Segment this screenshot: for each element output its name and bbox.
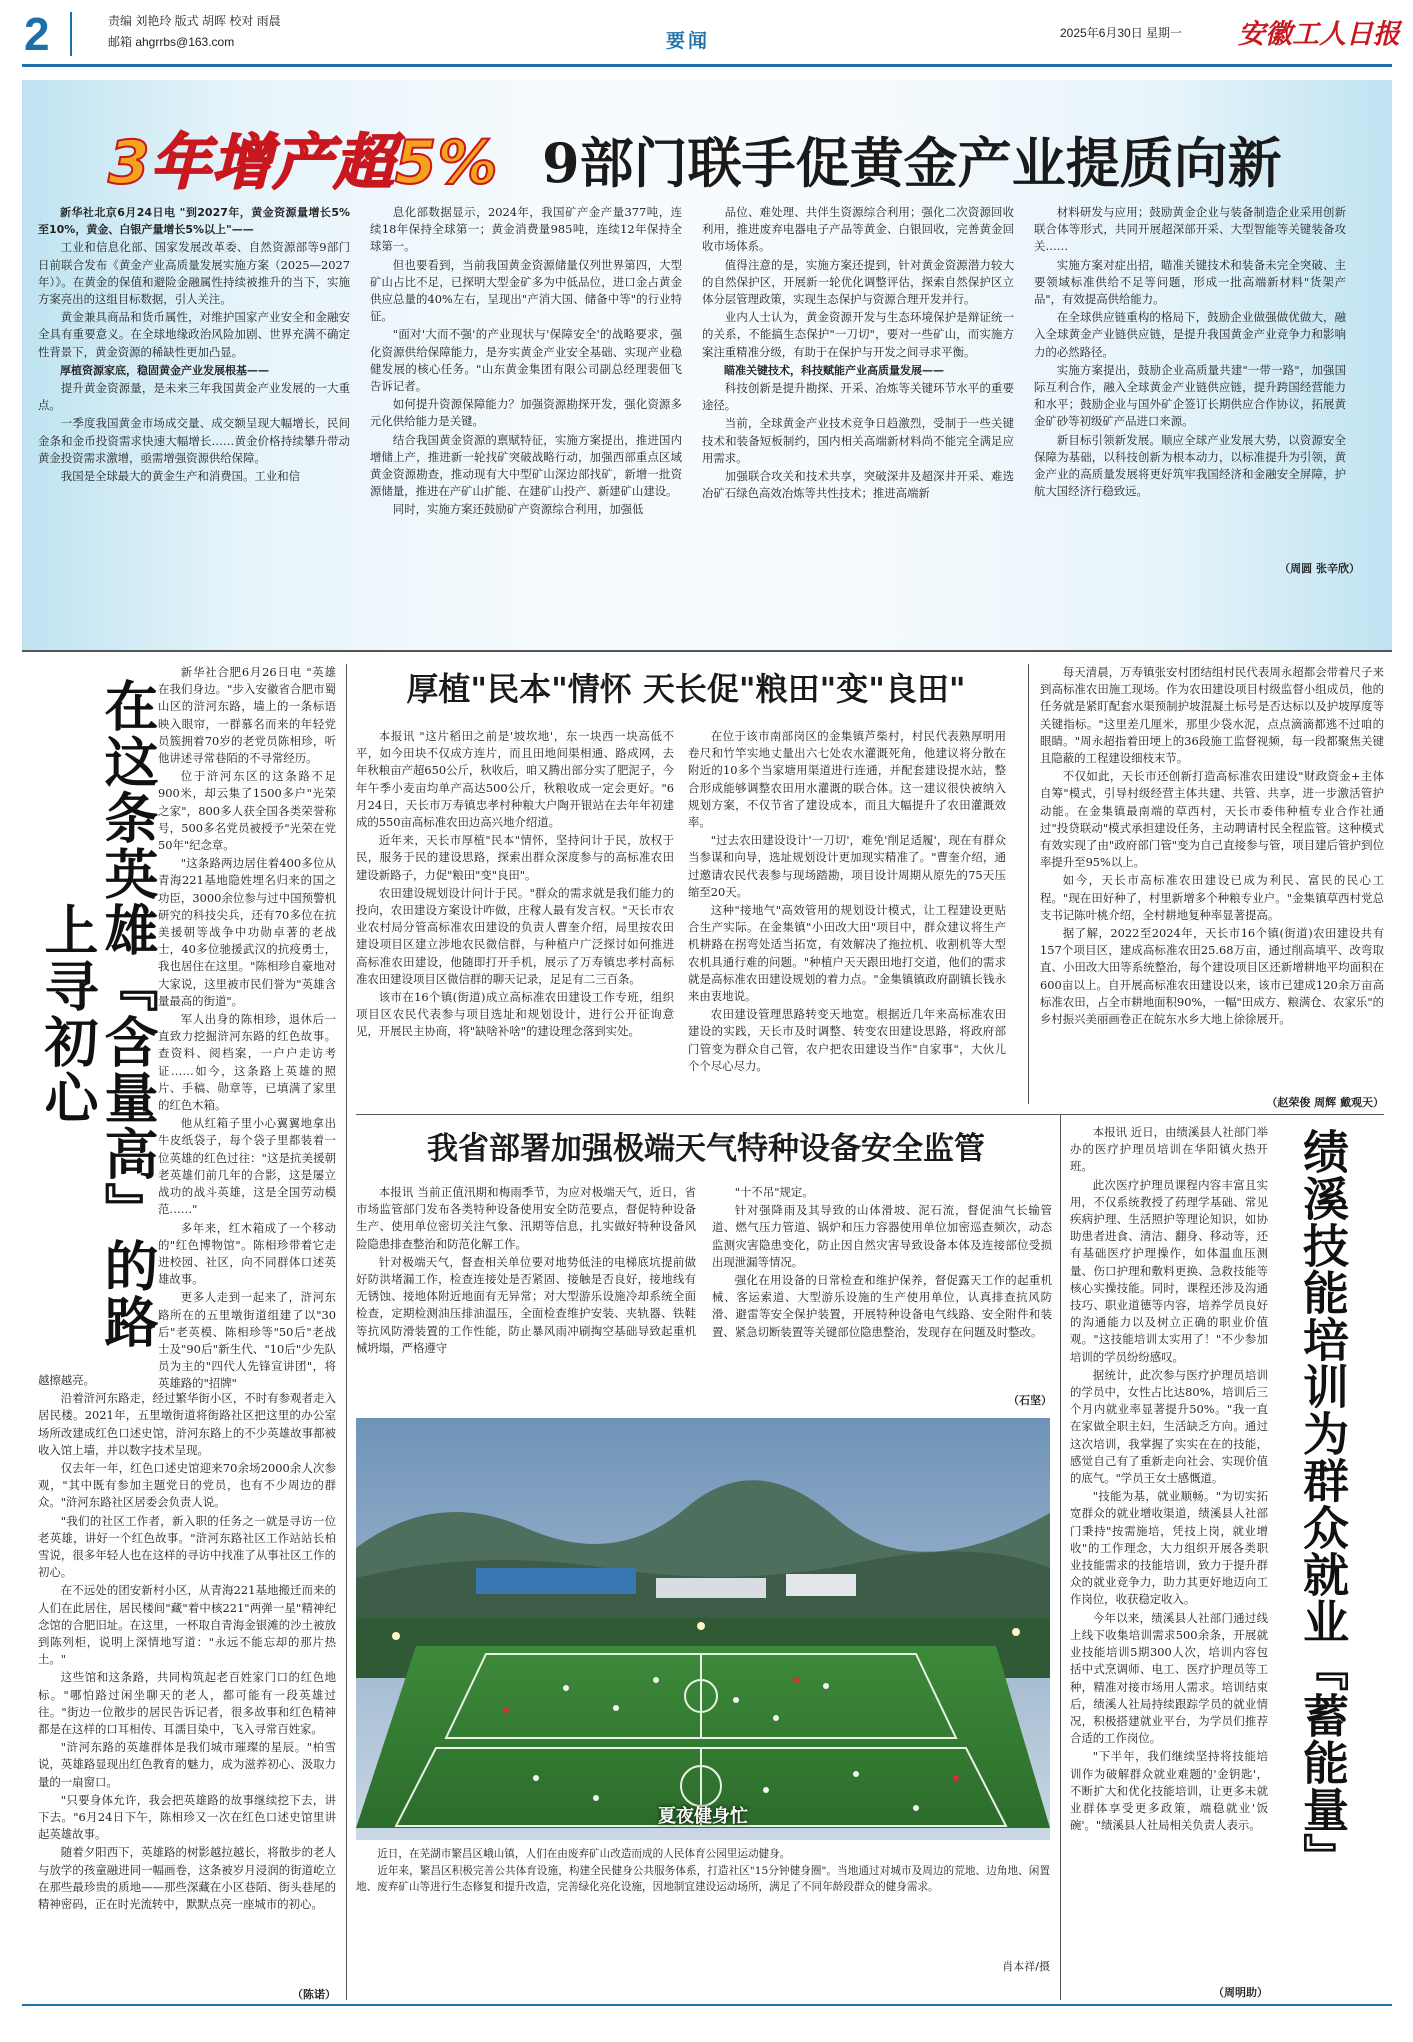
weather-paragraph: 强化在用设备的日常检查和维护保养，督促露天工作的起重机械、客运索道、大型游乐设施的生产使用单位，认真排查抗风防滑、避雷等安全保护装置，开展特种设备电气线路、安全附件和装置、紧急切断装置等关键部位隐患整治，发现存在问题及时整改。 [712, 1273, 1052, 1339]
training-paragraph: 今年以来，绩溪县人社部门通过线上线下收集培训需求500余条，开展就业技能培训5期300人次，培训内容包括中式烹调师、电工、医疗护理员等工种，精准对接市场用人需求。培训结束后，绩溪人社局持续跟踪学员的就业情况，积极搭建就业平台，为学员们推荐合适的工作岗位。 [1070, 1610, 1268, 1746]
hero-paragraph: 在不远处的团安新村小区，从青海221基地搬迁而来的人们在此居住，居民楼间"藏"着中核221"两弹一星"精神纪念馆的合肥旧址。在这里，一杯取自青海金银滩的沙土被放到陈列柜，说明上深情地写道："永远不能忘却的那片热土。" [38, 1583, 336, 1667]
lead-paragraph: 当前，全球黄金产业技术竞争日趋激烈，受制于一些关键技术和装备短板制约，国内相关高端新材料尚不能完全满足应用需求。 [702, 416, 1014, 465]
lead-paragraph: 科技创新是提升勘探、开采、冶炼等关键环节水平的重要途径。 [702, 381, 1014, 413]
weather-paragraph: 针对强降雨及其导致的山体滑坡、泥石流，督促油气长输管道、燃气压力管道、锅炉和压力容器使用单位加密巡查频次，动态监测灾害隐患变化，防止因自然灾害导致设备本体及连接部位受损出现泄漏等情况。 [712, 1203, 1052, 1269]
hero-narrow-column [158, 664, 336, 1391]
farmland-paragraph: 如今，天长市高标准农田建设已成为利民、富民的民心工程。"现在田好种了，村里新增多个种粮专业户。"金集镇草西村党总支书记陈叶桃介绍，全村耕地复种率显著提高。 [1040, 873, 1384, 922]
hero-paragraph: 多年来，红木箱成了一个移动的"红色博物馆"。陈相珍带着它走进校园、社区，向不同群体口述英雄故事。 [158, 1220, 336, 1287]
paper-name: 安徽工人日报 [1238, 19, 1400, 50]
hero-paragraph: 越擦越亮。 [38, 1373, 95, 1387]
lead-paragraph: 值得注意的是，实施方案还提到，针对黄金资源潜力较大的自然保护区，开展新一轮优化调整评估，探索自然保护区立体分层管理政策，实现生态保护与资源合理开发并行。 [702, 257, 1014, 307]
lead-paragraph: 瞄准关键技术，科技赋能产业高质量发展—— [724, 363, 944, 377]
caption-line-2: 近年来，繁昌区积极完善公共体育设施，构建全民健身公共服务体系，打造社区"15分钟健身圈"。当地通过对城市及周边的荒地、边角地、闲置地、废弃矿山等进行生态修复和提升改造，完善绿化亮化设施，因地制宜建设运动场所，满足了不同年龄段群众的健身需求。 [356, 1865, 1050, 1893]
lead-paragraph: 如何提升资源保障能力？加强资源勘探开发，强化资源多元化供给能力是关键。 [370, 397, 682, 429]
training-column [1070, 1124, 1268, 1982]
farmland-paragraph: 这种"接地气"高效管用的规划设计模式，让工程建设更贴合生产实际。在金集镇"小田改大田"项目中，群众建议将生产机耕路在拐弯处适当拓宽，有效解决了拖拉机、收割机等大型农机具通行难的问题。"种植户天天跟田地打交道，他们的需求就是高标准农田建设规划的着力点。"金集镇镇政府副镇长钱永来由衷地说。 [688, 903, 1006, 1004]
hero-paragraph: 新华社合肥6月26日电 "英雄在我们身边。"步入安徽省合肥市蜀山区的浒河东路，墙上的一条标语映入眼帘，一群慕名而来的年轻党员簇拥着70岁的老党员陈相珍，听他讲述寻常巷陌的不寻常经历。 [158, 665, 336, 766]
weather-paragraph: 针对极端天气，督查相关单位要对地势低洼的电梯底坑提前做好防洪堵漏工作，检查连接处是否紧固、接触是否良好，接地线有无锈蚀、接地体附近地面有无异常；对大型游乐设施冷却系统全面检查，定期检测油压排油温压，全面检查维护安装、夹轨器、铁鞋等抗风防滑装置的工作性能，防止暴风雨冲刷掏空基础导致起重机械坍塌，严格遵守 [356, 1254, 696, 1355]
hero-title-text: 在这条英雄『含量高』的路上寻初心 [36, 678, 160, 1350]
hero-wide-column [38, 1372, 336, 1982]
training-paragraph: 据统计，此次参与医疗护理员培训的学员中，女性占比达80%，培训后三个月内就业率显著提升50%。"我一直在家做全职主妇，生活缺乏方向。通过这次培训，我掌握了实实在在的技能，感觉自己有了重新走向社会、实现价值的底气。"学员王女士感慨道。 [1070, 1367, 1268, 1486]
photo-credit: 肖本祥/摄 [1002, 1960, 1050, 1973]
lead-paragraph: 提升黄金资源量，是未来三年我国黄金产业发展的一大重点。 [38, 381, 350, 413]
training-paragraph: "技能为基，就业顺畅。"为切实拓宽群众的就业增收渠道，绩溪县人社部门秉持"按需施培，凭技上岗，就业增收"的工作理念，大力组织开展各类职业技能需求的技能培训，致力于提升群众的就业竞争力，助力其更好地迈向工作岗位，收获稳定收入。 [1070, 1489, 1268, 1607]
lead-byline: （周圆 张辛欣） [1279, 562, 1360, 575]
lead-paragraph: 实施方案提出，鼓励企业高质量共建"一带一路"，加强国际互利合作，融入全球黄金产业链供应链，提升跨国经营能力和水平；鼓励企业与国外矿企签订长期供应合作协议，拓展黄金矿砂等初级矿产品进口来源。 [1034, 362, 1346, 429]
lead-paragraph: 材料研发与应用；鼓励黄金企业与装备制造企业采用创新联合体等形式，共同开展超深部开采、大型智能等关键装备攻关…… [1034, 205, 1346, 254]
hero-byline: （陈诺） [292, 1988, 336, 2001]
training-byline: （周明助） [1213, 1986, 1268, 1999]
lead-paragraph: 新华社北京6月24日电 "到2027年，黄金资源量增长5%至10%，黄金、白银产量增长5%以上"—— [38, 206, 350, 237]
farmland-paragraph: 农田建设规划设计问计于民。"群众的需求就是我们能力的投向，农田建设方案设计咋做，庄稼人最有发言权。"天长市农业农村局分管高标准农田建设的负责人曹奎介绍，局里按农田建设项目区建立涉地农民微信群，与种植户广泛探讨如何推进高标准农田建设，他随即打开手机，展示了万寿镇忠孝村高标准农田建设项目区微信群的聊天记录，足足有二三百条。 [356, 885, 674, 986]
training-paragraph: 本报讯 近日，由绩溪县人社部门举办的医疗护理员培训在华阳镇火热开班。 [1070, 1125, 1268, 1174]
lead-column-2 [370, 204, 682, 556]
lead-paragraph: 息化部数据显示，2024年，我国矿产金产量377吨，连续18年保持全球第一；黄金消费量985吨，连续12年保持全球第一。 [370, 205, 682, 254]
farmland-byline: （赵荣俊 周辉 戴观天） [1266, 1096, 1384, 1109]
hero-paragraph: 仅去年一年，红色口述史馆迎来70余场2000余人次参观，"其中既有参加主题党日的党员，也有不少周边的群众。"浒河东路社区居委会负责人说。 [38, 1461, 336, 1510]
training-title-text: 绩溪技能培训为群众就业『蓄能量』 [1296, 1128, 1350, 1880]
lead-paragraph: 实施方案对症出招，瞄准关键技术和装备未完全突破、主要领域标准供给不足等问题，形成一批高端新材料"货架产品"，有效提高供给能力。 [1034, 257, 1346, 307]
lead-paragraph: 但也要看到，当前我国黄金资源储量仅列世界第四，大型矿山占比不足，已探明大型金矿多为中低品位，进口金占黄金供应总量的40%左右，呈现出"产消大国、储备中等"的行业特征。 [370, 257, 682, 324]
farmland-paragraph: 农田建设管理思路转变天地宽。根据近几年来高标准农田建设的实践，天长市及时调整、转变农田建设思路，将政府部门管变为群众自己管，农户把农田建设当作"自家事"，大伙儿个个尽心尽力。 [688, 1007, 1006, 1073]
weather-byline: （石坚） [1008, 1394, 1052, 1407]
training-paragraph: "下半年，我们继续坚持将技能培训作为破解群众就业难题的'金钥匙'，不断扩大和优化技能培训，让更多未就业群体享受更多政策，端稳就业'饭碗'。"绩溪县人社局相关负责人表示。 [1070, 1749, 1268, 1833]
lead-paragraph: "面对'大而不强'的产业现状与'保障安全'的战略要求，强化资源供给保障能力，是夯实黄金产业安全基础、实现产业稳健发展的核心任务。"山东黄金集团有限公司副总经理裴佃飞告诉记者。 [370, 327, 682, 394]
farmland-paragraph: 该市在16个镇(街道)成立高标准农田建设工作专班，组织项目区农民代表参与项目选址和规划设计，进行公开征询意见，开展民主协商，将"缺啥补啥"的建设理念落到实处。 [356, 990, 674, 1039]
farmland-column-1 [356, 728, 674, 1110]
farmland-continued-column [1040, 664, 1384, 1092]
hero-paragraph: 军人出身的陈相珍，退休后一直致力挖掘浒河东路的红色故事。查资料、阅档案，一户户走访考证……如今，这条路上英雄的照片、手稿、勋章等，已填满了家里的红色木箱。 [158, 1012, 336, 1113]
hero-paragraph: 位于浒河东区的这条路不足900米，却云集了1500多户"光荣之家"，800多人获全国各类荣誉称号，500多名党员被授予"光荣在党50年"纪念章。 [158, 769, 336, 853]
section-label: 要闻 [666, 31, 711, 52]
lead-paragraph: 我国是全球最大的黄金生产和消费国。工业和信 [60, 469, 301, 484]
weather-column-2 [712, 1184, 1052, 1406]
photo [356, 1418, 1050, 1840]
lead-headline-highlight: 3年增产超5% [108, 128, 499, 198]
farmland-paragraph: 不仅如此，天长市还创新打造高标准农田建设"财政资金+主体自筹"模式，引导村级经营主体共建、共管、共享，进一步激活管护动能。在金集镇最南端的草西村，天长市委伟种植专业合作社通过"投贷联动"模式承担建设任务，主动聘请村民全程监管。这种模式有效实现了由"政府部门管"变为自己直接参与管，项目建后管护到位率提升至95%以上。 [1040, 769, 1384, 870]
lead-paragraph: 在全球供应链重构的格局下，鼓励企业做强做优做大，融入全球黄金产业链供应链，是提升我国黄金产业竞争力和影响力的必然路径。 [1034, 310, 1346, 359]
hero-paragraph: 随着夕阳西下，英雄路的树影越拉越长，将散步的老人与放学的孩童融进同一幅画卷，这条被岁月浸润的街道屹立在那些最珍贵的质地——那些深藏在小区巷陌、街头巷尾的精神密码，正在时光流转中，默默点亮一座城市的初心。 [38, 1845, 336, 1912]
lead-paragraph: 同时，实施方案还鼓励矿产资源综合利用，加强低 [392, 502, 644, 517]
farmland-paragraph: "过去农田建设设计'一刀切'，难免'削足适履'，现在有群众当参谋和向导，选址规划设计更加现实精准了。"曹奎介绍，通过邀请农民代表参与现场踏勘，项目设计周期从原先的75天压缩至20天。 [688, 833, 1006, 899]
lead-headline-main: 9部门联手促黄金产业提质向新 [542, 131, 1282, 195]
hero-paragraph: 这些馆和这条路，共同构筑起老百姓家门口的红色地标。"哪怕路过闲坐聊天的老人，都可能有一段英雄过往。"街边一位散步的居民告诉记者，很多故事和红色精神都是在这样的口耳相传、耳濡目染中，飞入寻常百姓家。 [38, 1670, 336, 1737]
farmland-paragraph: 据了解，2022至2024年，天长市16个镇(街道)农田建设共有157个项目区，建成高标准农田25.68万亩，通过削高填平、改弯取直、小田改大田等系统整治，每个建设项目区还新增耕地平均面积在600亩以上。自开展高标准农田建设以来，该市已建成120余万亩高标准农田，占全市耕地面积90%，一幅"田成方、粮满仓、农家乐"的乡村振兴美丽画卷正在皖东水乡大地上徐徐展开。 [1040, 926, 1384, 1027]
lead-column-4 [1034, 204, 1346, 556]
farmland-paragraph: 在位于该市南部岗区的金集镇芦柴村，村民代表熟厚明用卷尺和竹竿实地丈量出六七处农水灌溉死角，他建议将分散在附近的10多个当家塘用渠道进行连通，并配套建设提水站，整合形成能够调整农田用水灌溉的联合体。这一建议很快被纳入规划方案，不仅节省了建设成本，而且大幅提升了农田灌溉效率。 [688, 729, 1006, 830]
lead-paragraph: 厚植资源家底，稳固黄金产业发展根基—— [60, 363, 269, 377]
caption-line-1: 近日，在芜湖市繁昌区峨山镇，人们在由废弃矿山改造而成的人民体育公园里运动健身。 [377, 1848, 791, 1860]
park-photo-illustration [356, 1418, 1050, 1840]
photo-title: 夏夜健身忙 [658, 1806, 748, 1827]
editors-line: 责编 刘艳玲 版式 胡晖 校对 雨晨 [108, 14, 281, 28]
hero-paragraph: "只要身体允许，我会把英雄路的故事继续挖下去，讲下去。"6月24日下午，陈相珍又一次在红色口述史馆里讲起英雄故事。 [38, 1792, 336, 1842]
lead-paragraph: 品位、难处理、共伴生资源综合利用；强化二次资源回收利用，推进废弃电器电子产品等黄金、白银回收，完善黄金回收市场体系。 [702, 205, 1014, 254]
training-vertical-title [1290, 1128, 1356, 1988]
weather-headline: 我省部署加强极端天气特种设备安全监管 [427, 1131, 985, 1167]
hero-vertical-title [36, 664, 160, 1364]
hero-paragraph: 更多人走到一起来了，浒河东路所在的五里墩街道组建了以"30后"老英模、陈相珍等"50后"老战士及"90后"新生代、"10后"少先队员为主的"四代人先锋宣讲团"，将英雄路的"招牌" [158, 1290, 336, 1391]
weather-column-1 [356, 1184, 696, 1406]
farmland-paragraph: 本报讯 "这片稻田之前是'坡坎地'，东一块西一块高低不平，如今田块不仅成方连片，而且田地间渠相通、路成网，去年秋粮亩产超650公斤，秋收后，咱又腾出部分实了肥泥子，今年午季小麦亩均单产高达500公斤，秋粮收成一定会更好。"6月24日，天长市万寿镇忠孝村种粮大户陶开银站在去年年初建成的550亩高标准农田边高兴地介绍道。 [356, 729, 674, 830]
farmland-headline: 厚植"民本"情怀 天长促"粮田"变"良田" [406, 670, 966, 708]
lead-column-3 [702, 204, 1014, 556]
masthead [0, 0, 1413, 72]
hero-paragraph: "我们的社区工作者，新入职的任务之一就是寻访一位老英雄，讲好一个红色故事。"浒河东路社区工作站站长柏雪说，很多年轻人也在这样的寻访中找准了从事社区工作的初心。 [38, 1513, 336, 1580]
issue-date: 2025年6月30日 星期一 [1060, 26, 1183, 40]
hero-paragraph: 他从红箱子里小心翼翼地拿出牛皮纸袋子，每个袋子里都装着一位英雄的红色过往："这是抗美援朝老英雄们前几年的合影，这是屡立战功的战斗英雄，这是全国劳动模范……" [158, 1116, 336, 1217]
email-line: 邮箱 ahgrrbs@163.com [108, 35, 235, 49]
lead-paragraph: 黄金兼具商品和货币属性，对维护国家产业安全和金融安全具有重要意义。在全球地缘政治风险加剧、世界充满不确定性背景下，黄金资源的稀缺性更加凸显。 [38, 310, 350, 359]
page-number: 2 [24, 8, 50, 60]
hero-paragraph: "浒河东路的英雄群体是我们城市璀璨的星辰。"柏雪说，英雄路显现出红色教育的魅力，成为滋养初心、汲取力量的一扇窗口。 [38, 1740, 336, 1789]
lead-column-1 [38, 204, 350, 556]
lead-paragraph: 业内人士认为，黄金资源开发与生态环境保护是辩证统一的关系，不能搞生态保护"一刀切"，要对一些矿山，而实施方案注重精准分级，有助于在保护与开发之间寻求平衡。 [702, 310, 1014, 359]
farmland-paragraph: 近年来，天长市厚植"民本"情怀，坚持问计于民，放权于民，服务于民的建设思路，探索出群众深度参与的高标准农田建设新路子，力促"粮田"变"良田"。 [356, 833, 674, 882]
lead-paragraph: 工业和信息化部、国家发展改革委、自然资源部等9部门日前联合发布《黄金产业高质量发展实施方案（2025—2027年）》。在黄金的保值和避险金融属性持续被推升的当下，实施方案亮出的这组目标数据，引人关注。 [38, 240, 350, 307]
lead-paragraph: 结合我国黄金资源的禀赋特征，实施方案提出，推进国内增储上产，推进新一轮找矿突破战略行动，加强西部重点区域黄金资源勘查，推动现有大中型矿山深边部找矿，新增一批资源储量，推进在产矿山扩能、在建矿山投产、新建矿山建设。 [370, 432, 682, 499]
hero-paragraph: "这条路两边居住着400多位从青海221基地隐姓埋名归来的国之功臣，3000余位参与过中国预警机研究的科技尖兵，还有70多位在抗美援朝等战争中功勋卓著的老战士，40多位驰援武汉的抗疫勇士，我也居住在这里。"陈相珍自豪地对大家说，这里被市民们誉为"英雄含量最高的街道"。 [158, 856, 336, 1008]
training-paragraph: 此次医疗护理员课程内容丰富且实用，不仅系统教授了药理学基础、常见疾病护理、生活照护等理论知识，如协助患者进食、清洁、翻身、移动等，还有基础医疗护理操作，如体温血压测量、伤口护理和敷料更换、急救技能等核心实操技能。同时，课程还涉及沟通技巧、职业道德等内容，培养学员良好的沟通能力以及树立正确的职业价值观。"这技能培训太实用了！"不少参加培训的学员纷纷感叹。 [1070, 1177, 1268, 1364]
farmland-paragraph: 每天清晨，万寿镇张安村团结组村民代表周永超都会带着尺子来到高标准农田施工现场。作为农田建设项目村级监督小组成员，他的任务就是紧盯配套水渠预制护坡混凝土标号是否达标以及护坡厚度等关键指标。"这里差几厘米，那里少袋水泥，点点滴滴都逃不过咱的眼睛。"周永超指着田埂上的36段施工监督视频，每一段都聚焦关键且隐蔽的工程建设细枝末节。 [1040, 665, 1384, 766]
lead-paragraph: 新目标引领新发展。顺应全球产业发展大势，以资源安全保障为基础，以科技创新为根本动力，以标准提升为引领，黄金产业的高质量发展将更好筑牢我国经济和金融安全屏障，护航大国经济行稳致远。 [1034, 432, 1346, 499]
weather-paragraph: 本报讯 当前正值汛期和梅雨季节，为应对极端天气，近日，省市场监管部门发布各类特种设备使用安全防范要点，督促特种设备生产、使用单位密切关注气象、汛期等信息，扎实做好特种设备风险隐患排查整治和防范化解工作。 [356, 1185, 696, 1251]
lead-paragraph: 一季度我国黄金市场成交量、成交额呈现大幅增长，民间金条和金币投资需求快速大幅增长……黄金价格持续攀升带动黄金投资需求激增，亟需增强资源供给保障。 [38, 416, 350, 465]
weather-paragraph: "十不吊"规定。 [734, 1185, 814, 1199]
farmland-column-2 [688, 728, 1006, 1110]
lead-paragraph: 加强联合攻关和技术共享，突破深井及超深井开采、难选冶矿石绿色高效冶炼等共性技术；推进高端新 [702, 469, 1014, 501]
hero-paragraph: 沿着浒河东路走，经过繁华街小区，不时有参观者走入居民楼。2021年，五里墩街道将街路社区把这里的办公室场所改建成红色口述史馆，浒河东路上的不少英雄故事都被收入馆上墙，并以数字技术呈现。 [38, 1391, 336, 1457]
